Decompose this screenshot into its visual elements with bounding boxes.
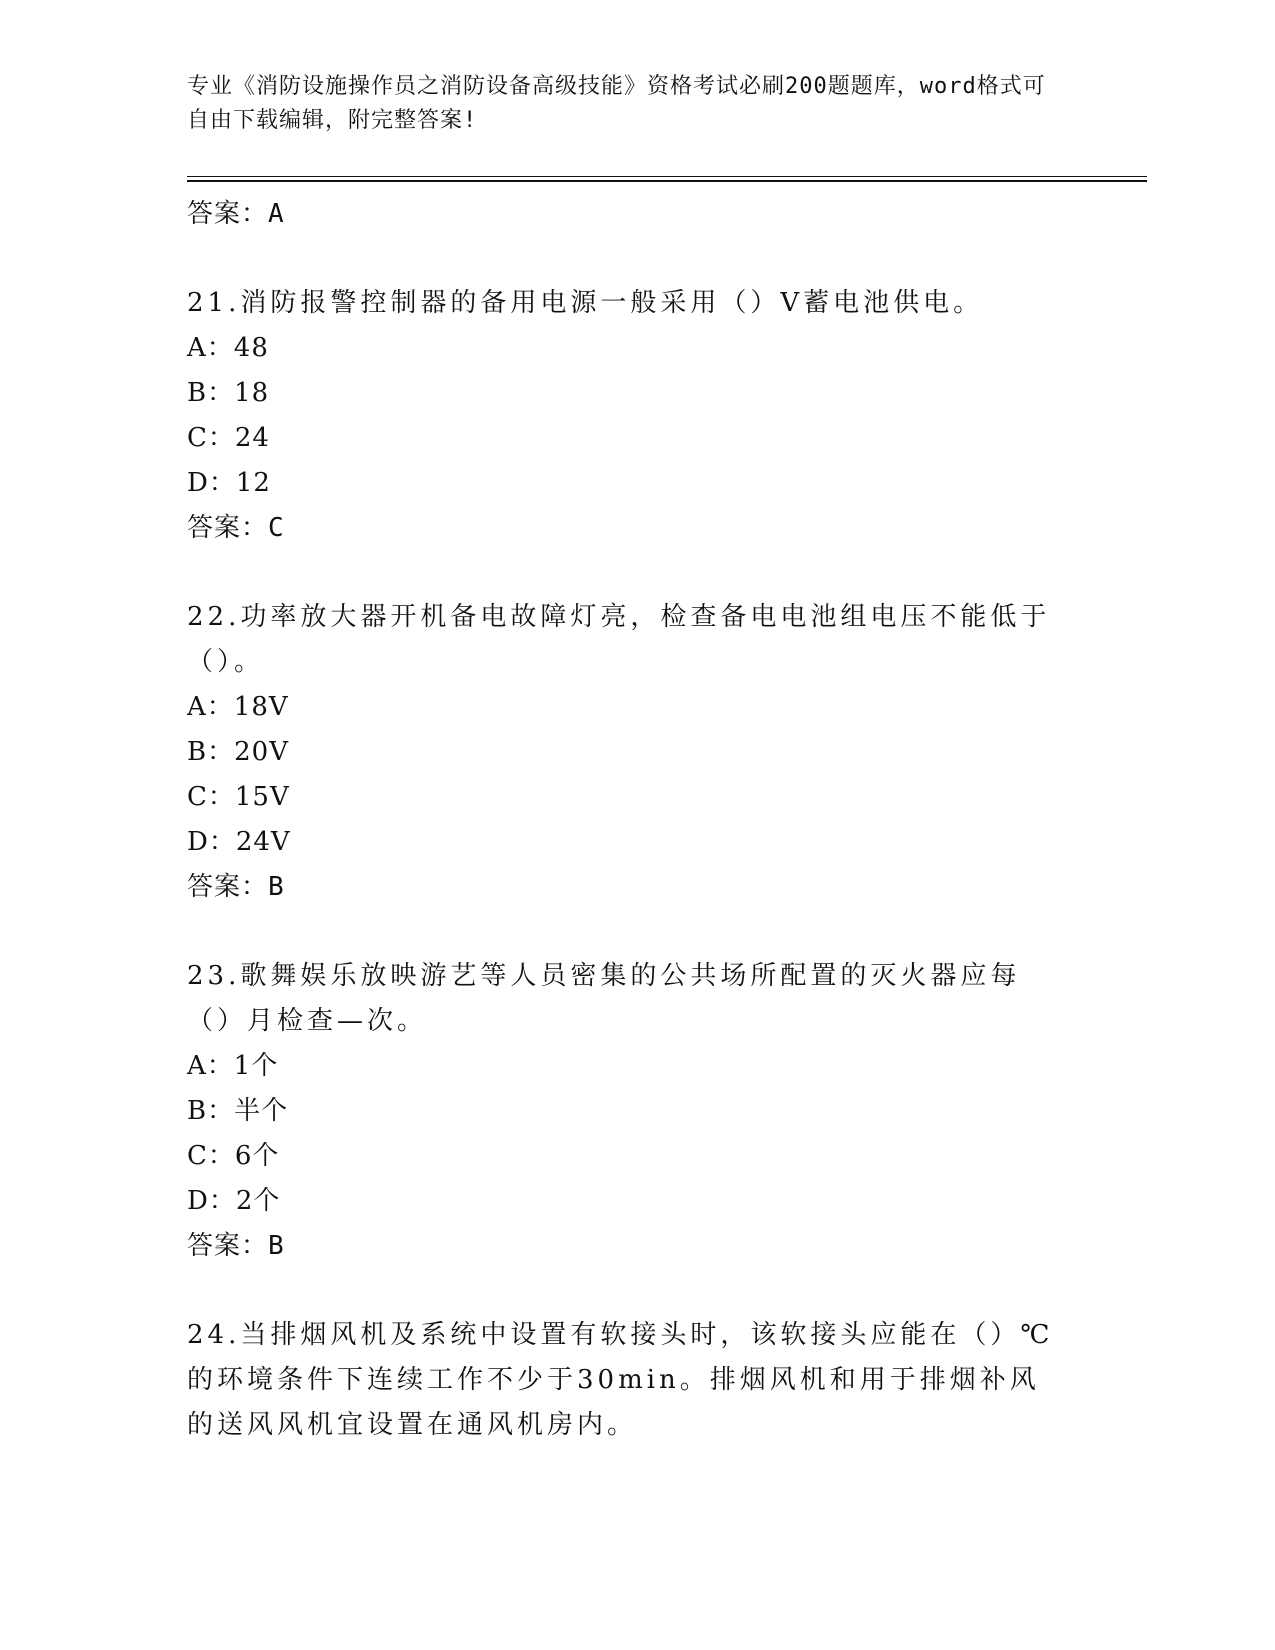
document-page xyxy=(187,70,1147,1448)
option-c: C：24 xyxy=(187,423,270,453)
option-d: D：2个 xyxy=(187,1186,281,1216)
question-24 xyxy=(187,1313,1147,1448)
header-divider xyxy=(187,176,1147,182)
answer: 答案：B xyxy=(187,1231,285,1261)
option-a: A：18V xyxy=(187,692,289,722)
option-b: B：半个 xyxy=(187,1096,289,1126)
option-b: B：18 xyxy=(187,378,270,408)
previous-answer: 答案：A xyxy=(187,199,285,229)
question-21 xyxy=(187,281,1147,551)
option-b: B：20V xyxy=(187,737,289,767)
question-23 xyxy=(187,954,1147,1269)
option-d: D：12 xyxy=(187,468,271,498)
option-c: C：6个 xyxy=(187,1141,280,1171)
document-header: 专业《消防设施操作员之消防设备高级技能》资格考试必刷200题题库，word格式可自由下载编辑，附完整答案! xyxy=(187,74,1046,133)
option-d: D：24V xyxy=(187,827,291,857)
answer: 答案：B xyxy=(187,872,285,902)
answer: 答案：C xyxy=(187,513,285,543)
question-text: 23.歌舞娱乐放映游艺等人员密集的公共场所配置的灭火器应每（）月检查—次。 xyxy=(187,961,1021,1036)
option-a: A：48 xyxy=(187,333,269,363)
option-c: C：15V xyxy=(187,782,290,812)
question-22 xyxy=(187,595,1147,910)
question-text: 21.消防报警控制器的备用电源一般采用（）V蓄电池供电。 xyxy=(187,288,984,318)
option-a: A：1个 xyxy=(187,1051,279,1081)
question-text: 24.当排烟风机及系统中设置有软接头时，该软接头应能在（）℃的环境条件下连续工作不少于30min。排烟风机和用于排烟补风的送风风机宜设置在通风机房内。 xyxy=(187,1320,1054,1440)
question-text: 22.功率放大器开机备电故障灯亮，检查备电电池组电压不能低于（）。 xyxy=(187,602,1051,677)
